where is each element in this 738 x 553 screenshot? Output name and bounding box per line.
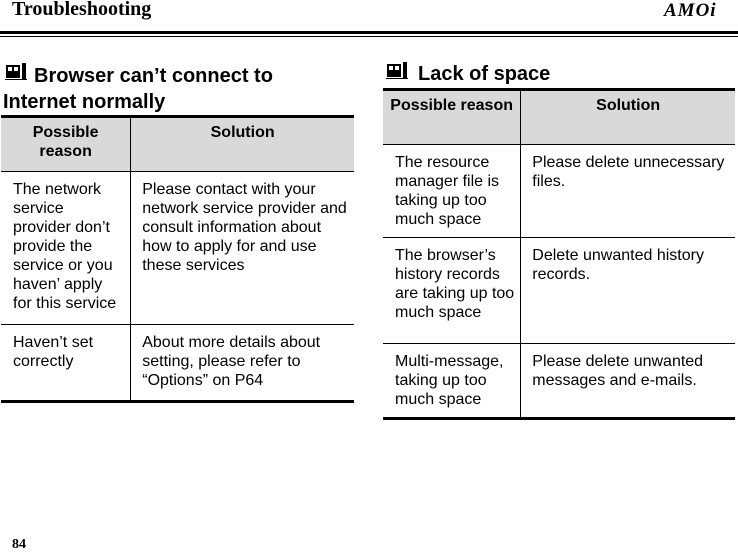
column-header-reason: Possible reason — [1, 117, 131, 172]
right-troubleshooting-table — [383, 88, 735, 420]
column-header-reason: Possible reason — [383, 90, 521, 145]
brand-logo: AMOi — [664, 0, 717, 21]
reason-cell: The network service provider don’t provide the service or you haven’ apply for this service — [1, 172, 131, 325]
reason-cell: Multi-message, taking up too much space — [383, 344, 521, 419]
table-header-row — [383, 90, 735, 145]
left-section-title-line1: Browser can’t connect to — [34, 65, 273, 87]
solution-cell: Please delete unnecessary files. — [521, 145, 735, 238]
header-rule-thick — [0, 31, 738, 34]
table-row — [1, 172, 354, 325]
solution-cell: Please contact with your network service provider and consult information about how to apply for and use these services — [131, 172, 354, 325]
table-row — [383, 145, 735, 238]
header-rule-thin — [0, 36, 738, 37]
solution-cell: Delete unwanted history records. — [521, 238, 735, 344]
table-header-row — [1, 117, 354, 172]
section-bullet-icon — [5, 63, 27, 80]
solution-cell: Please delete unwanted messages and e-mails. — [521, 344, 735, 419]
column-header-solution: Solution — [131, 117, 354, 172]
right-section-title: Lack of space — [418, 63, 551, 85]
reason-cell: Haven’t set correctly — [1, 325, 131, 402]
table-row — [383, 238, 735, 344]
table-row — [383, 344, 735, 419]
reason-cell: The browser’s history records are taking up too much space — [383, 238, 521, 344]
section-bullet-icon — [386, 62, 408, 79]
table-row — [1, 325, 354, 402]
left-section-title-line2: Internet normally — [3, 91, 166, 113]
solution-cell: About more details about setting, please refer to “Options” on P64 — [131, 325, 354, 402]
reason-cell: The resource manager file is taking up too much space — [383, 145, 521, 238]
column-header-solution: Solution — [521, 90, 735, 145]
left-troubleshooting-table — [1, 115, 354, 403]
header-title: Troubleshooting — [12, 0, 152, 20]
page-number: 84 — [12, 537, 26, 552]
